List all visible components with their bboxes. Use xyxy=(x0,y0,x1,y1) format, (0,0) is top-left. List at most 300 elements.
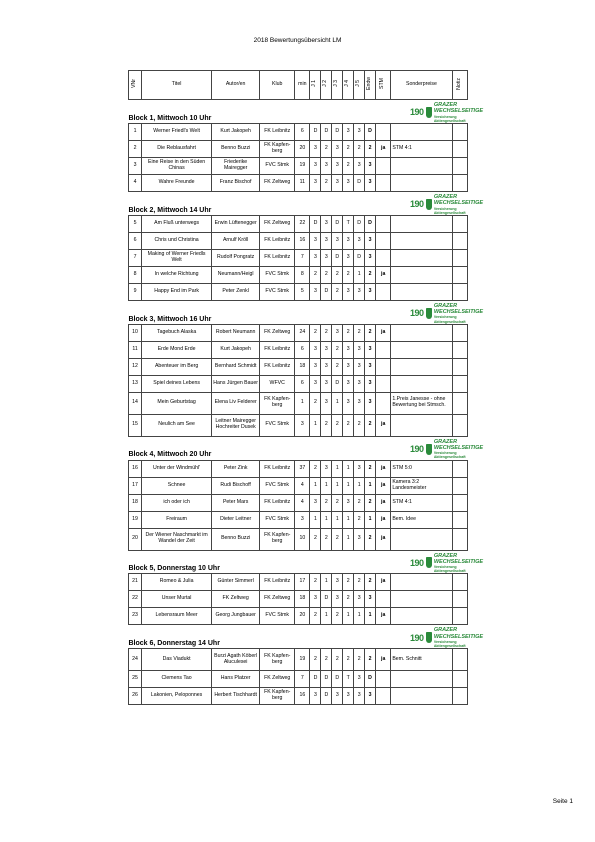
table-row xyxy=(129,528,468,550)
final-score: 1 xyxy=(365,511,376,528)
author-cell: Elena Liv Felderer xyxy=(212,392,260,414)
judge-score-4: 1 xyxy=(343,477,354,494)
title-cell: Mein Geburtstag xyxy=(142,392,212,414)
judge-score-3: 1 xyxy=(332,511,343,528)
judge-score-3: D xyxy=(332,215,343,232)
minutes-cell: 5 xyxy=(295,283,310,300)
stm-cell xyxy=(376,671,391,688)
judge-score-2: D xyxy=(321,688,332,705)
stm-cell: ja xyxy=(376,414,391,436)
notiz-cell xyxy=(452,123,467,140)
final-score: 1 xyxy=(365,608,376,625)
title-cell: Der Wiener Naschmarkt im Wandel der Zeit xyxy=(142,528,212,550)
club-cell: FK Kapfen-berg xyxy=(260,140,295,157)
stm-cell xyxy=(376,157,391,174)
judge-score-5: 3 xyxy=(354,671,365,688)
notiz-cell xyxy=(452,375,467,392)
table-row xyxy=(129,511,468,528)
judge-score-4: 3 xyxy=(343,249,354,266)
title-cell: Lebensraum Meer xyxy=(142,608,212,625)
judge-score-3: 3 xyxy=(332,232,343,249)
final-score: D xyxy=(365,123,376,140)
author-cell: Georg Jungbauer xyxy=(212,608,260,625)
table-row xyxy=(129,608,468,625)
sponsor-logo-group xyxy=(410,102,486,123)
judge-score-3: 2 xyxy=(332,283,343,300)
stm-cell xyxy=(376,123,391,140)
col-klub: Klub xyxy=(260,71,295,100)
minutes-cell: 6 xyxy=(295,123,310,140)
title-cell: Am Fluß unterwegs xyxy=(142,215,212,232)
vnr-cell: 4 xyxy=(129,174,142,191)
sponsor-tagline: Versicherung Aktiengesellschaft xyxy=(433,451,466,460)
judge-score-1: 3 xyxy=(310,494,321,511)
club-cell: FK Leibnitz xyxy=(260,494,295,511)
club-cell: FVC Stmk xyxy=(260,266,295,283)
sponsor-name: GRAZER WECHSELSEITIGE xyxy=(433,102,484,115)
final-score: 3 xyxy=(365,174,376,191)
special-prize-cell xyxy=(391,414,452,436)
notiz-cell xyxy=(452,140,467,157)
judge-score-4: 3 xyxy=(343,341,354,358)
final-score: 3 xyxy=(365,688,376,705)
special-prize-cell: STM 5:0 xyxy=(391,460,452,477)
judge-score-4: 3 xyxy=(343,494,354,511)
judge-score-3: 2 xyxy=(332,266,343,283)
final-score: 2 xyxy=(365,324,376,341)
author-cell: Leitner Mairegger Hochreiter Dusek xyxy=(212,414,260,436)
title-cell: Das Viadukt xyxy=(142,649,212,671)
judge-score-4: 1 xyxy=(343,608,354,625)
judge-score-4: 2 xyxy=(343,157,354,174)
notiz-cell xyxy=(452,358,467,375)
judge-score-1: 1 xyxy=(310,477,321,494)
judge-score-4: 3 xyxy=(343,283,354,300)
minutes-cell: 22 xyxy=(295,215,310,232)
final-score: 1 xyxy=(365,477,376,494)
vnr-cell: 2 xyxy=(129,140,142,157)
sponsor-tagline: Versicherung Aktiengesellschaft xyxy=(433,114,466,123)
table-row xyxy=(129,324,468,341)
shield-icon xyxy=(426,444,432,455)
special-prize-cell xyxy=(391,266,452,283)
vnr-cell: 25 xyxy=(129,671,142,688)
special-prize-cell xyxy=(391,358,452,375)
notiz-cell xyxy=(452,608,467,625)
judge-score-5: 3 xyxy=(354,375,365,392)
judge-score-1: 1 xyxy=(310,511,321,528)
judge-score-2: 2 xyxy=(321,649,332,671)
stm-cell: ja xyxy=(376,140,391,157)
stm-cell xyxy=(376,249,391,266)
vnr-cell: 11 xyxy=(129,341,142,358)
author-cell: Robert Neumann xyxy=(212,324,260,341)
judge-score-2: D xyxy=(321,591,332,608)
minutes-cell: 11 xyxy=(295,174,310,191)
minutes-cell: 18 xyxy=(295,591,310,608)
vnr-cell: 21 xyxy=(129,574,142,591)
special-prize-cell xyxy=(391,157,452,174)
block-header xyxy=(129,300,468,324)
judge-score-4: T xyxy=(343,671,354,688)
col-j3: J 3 xyxy=(332,71,343,100)
judge-score-1: 2 xyxy=(310,528,321,550)
final-score: 2 xyxy=(365,574,376,591)
notiz-cell xyxy=(452,494,467,511)
judge-score-3: 2 xyxy=(332,358,343,375)
club-cell: FVC Stmk xyxy=(260,283,295,300)
special-prize-cell xyxy=(391,574,452,591)
sponsor-number: 190 xyxy=(409,443,424,454)
sponsor-logo xyxy=(310,550,484,574)
judge-score-4: 2 xyxy=(343,574,354,591)
col-j4: J 4 xyxy=(343,71,354,100)
judge-score-4: 3 xyxy=(343,174,354,191)
vnr-cell: 10 xyxy=(129,324,142,341)
col-autoren: Autor/en xyxy=(212,71,260,100)
sponsor-name: GRAZER WECHSELSEITIGE xyxy=(433,193,484,207)
special-prize-cell: Bem. Schnitt xyxy=(391,649,452,671)
vnr-cell: 1 xyxy=(129,123,142,140)
col-j2: J 2 xyxy=(321,71,332,100)
block-title: Block 3, Mittwoch 16 Uhr xyxy=(128,315,212,323)
minutes-cell: 19 xyxy=(295,157,310,174)
judge-score-4: 1 xyxy=(343,460,354,477)
special-prize-cell xyxy=(391,341,452,358)
col-endw: Endw xyxy=(365,71,376,100)
table-row xyxy=(129,232,468,249)
table-row xyxy=(129,649,468,671)
minutes-cell: 7 xyxy=(295,249,310,266)
author-cell: Benno Buzzi xyxy=(212,528,260,550)
title-cell: Lakonien, Peloponnes xyxy=(142,688,212,705)
table-row xyxy=(129,341,468,358)
author-cell: Kurt Jakopeh xyxy=(212,341,260,358)
col-vnr: VNr xyxy=(129,71,142,100)
title-cell: Making of Werner Friedls Welt xyxy=(142,249,212,266)
special-prize-cell xyxy=(391,528,452,550)
stm-cell xyxy=(376,392,391,414)
judge-score-2: 1 xyxy=(321,511,332,528)
final-score: 3 xyxy=(365,157,376,174)
vnr-cell: 6 xyxy=(129,232,142,249)
author-cell: Erwin Lüftenegger xyxy=(212,215,260,232)
judge-score-3: D xyxy=(332,123,343,140)
vnr-cell: 16 xyxy=(129,460,142,477)
vnr-cell: 14 xyxy=(129,392,142,414)
vnr-cell: 13 xyxy=(129,375,142,392)
table-row xyxy=(129,215,468,232)
table-row xyxy=(129,591,468,608)
sponsor-name: GRAZER WECHSELSEITIGE xyxy=(433,627,484,640)
block-header xyxy=(129,625,468,649)
notiz-cell xyxy=(452,591,467,608)
judge-score-2: 2 xyxy=(321,414,332,436)
stm-cell xyxy=(376,358,391,375)
club-cell: FVC Stmk xyxy=(260,608,295,625)
vnr-cell: 22 xyxy=(129,591,142,608)
author-cell: Dieter Leitner xyxy=(212,511,260,528)
notiz-cell xyxy=(452,392,467,414)
author-cell: Benno Buzzi xyxy=(212,140,260,157)
final-score: 2 xyxy=(365,649,376,671)
special-prize-cell xyxy=(391,215,452,232)
vnr-cell: 15 xyxy=(129,414,142,436)
judge-score-5: D xyxy=(354,215,365,232)
stm-cell xyxy=(376,283,391,300)
judge-score-1: 2 xyxy=(310,574,321,591)
notiz-cell xyxy=(452,341,467,358)
club-cell: FK Leibnitz xyxy=(260,249,295,266)
author-cell: Kurt Jakopeh xyxy=(212,123,260,140)
judge-score-5: 3 xyxy=(354,460,365,477)
judge-score-5: 3 xyxy=(354,591,365,608)
judge-score-2: 3 xyxy=(321,341,332,358)
author-cell: FK Zeltweg xyxy=(212,591,260,608)
vnr-cell: 24 xyxy=(129,649,142,671)
final-score: 2 xyxy=(365,528,376,550)
judge-score-2: D xyxy=(321,123,332,140)
club-cell: FK Zeltweg xyxy=(260,324,295,341)
special-prize-cell xyxy=(391,174,452,191)
judge-score-2: 3 xyxy=(321,157,332,174)
title-cell: Schnee xyxy=(142,477,212,494)
club-cell: FK Leibnitz xyxy=(260,232,295,249)
block-title: Block 5, Donnerstag 10 Uhr xyxy=(128,565,220,573)
author-cell: Friederike Mairegger xyxy=(212,157,260,174)
judge-score-5: 2 xyxy=(354,494,365,511)
final-score: 3 xyxy=(365,591,376,608)
author-cell: Arnulf Kröll xyxy=(212,232,260,249)
document-title: 2018 Bewertungsübersicht LM xyxy=(253,37,342,44)
author-cell: Franz Bischof xyxy=(212,174,260,191)
title-cell: Die Reblausfahrt xyxy=(142,140,212,157)
block-title: Block 2, Mittwoch 14 Uhr xyxy=(128,206,212,214)
table-row xyxy=(129,392,468,414)
notiz-cell xyxy=(452,477,467,494)
judge-score-4: 3 xyxy=(343,392,354,414)
stm-cell xyxy=(376,232,391,249)
judge-score-3: 1 xyxy=(332,460,343,477)
shield-icon xyxy=(426,632,432,643)
notiz-cell xyxy=(452,266,467,283)
special-prize-cell: STM 4:1 xyxy=(391,494,452,511)
club-cell: FK Leibnitz xyxy=(260,341,295,358)
judge-score-5: 2 xyxy=(354,649,365,671)
notiz-cell xyxy=(452,460,467,477)
sponsor-tagline: Versicherung Aktiengesellschaft xyxy=(433,206,466,215)
minutes-cell: 20 xyxy=(295,140,310,157)
club-cell: FK Zeltweg xyxy=(260,591,295,608)
block-title: Block 4, Mittwoch 20 Uhr xyxy=(128,451,212,459)
minutes-cell: 10 xyxy=(295,528,310,550)
judge-score-1: D xyxy=(310,215,321,232)
author-cell: Rudolf Pongratz xyxy=(212,249,260,266)
title-cell: Spiel deines Lebens xyxy=(142,375,212,392)
title-cell: Clemens Tao xyxy=(142,671,212,688)
notiz-cell xyxy=(452,324,467,341)
sponsor-number: 190 xyxy=(409,557,424,568)
judge-score-1: 2 xyxy=(310,324,321,341)
title-cell: Abenteuer im Berg xyxy=(142,358,212,375)
judge-score-5: 3 xyxy=(354,392,365,414)
table-row xyxy=(129,414,468,436)
minutes-cell: 7 xyxy=(295,671,310,688)
table-row xyxy=(129,494,468,511)
vnr-cell: 17 xyxy=(129,477,142,494)
minutes-cell: 6 xyxy=(295,341,310,358)
special-prize-cell: Bem. Idee xyxy=(391,511,452,528)
table-row xyxy=(129,123,468,140)
block-header xyxy=(129,191,468,215)
author-cell: Hans Jürgen Bauer xyxy=(212,375,260,392)
judge-score-5: 2 xyxy=(354,140,365,157)
judge-score-3: D xyxy=(332,671,343,688)
block-title: Block 6, Donnerstag 14 Uhr xyxy=(128,640,220,648)
notiz-cell xyxy=(452,283,467,300)
author-cell: Günter Simmerl xyxy=(212,574,260,591)
judge-score-3: 3 xyxy=(332,688,343,705)
club-cell: FK Kapfen-berg xyxy=(260,688,295,705)
judge-score-2: 2 xyxy=(321,174,332,191)
judge-score-5: 1 xyxy=(354,477,365,494)
judge-score-2: D xyxy=(321,671,332,688)
block-header xyxy=(129,436,468,460)
sponsor-tagline: Versicherung Aktiengesellschaft xyxy=(433,315,466,324)
minutes-cell: 19 xyxy=(295,649,310,671)
judge-score-3: 3 xyxy=(332,174,343,191)
judge-score-5: 1 xyxy=(354,266,365,283)
vnr-cell: 5 xyxy=(129,215,142,232)
title-cell: Romeo & Julia xyxy=(142,574,212,591)
author-cell: Bernhard Schmidt xyxy=(212,358,260,375)
final-score: 2 xyxy=(365,414,376,436)
final-score: D xyxy=(365,671,376,688)
title-cell: ich oder ich xyxy=(142,494,212,511)
final-score: 3 xyxy=(365,375,376,392)
special-prize-cell: Kamera 3:2 Landesmeister xyxy=(391,477,452,494)
judge-score-1: 2 xyxy=(310,649,321,671)
special-prize-cell xyxy=(391,375,452,392)
title-cell: In welche Richtung xyxy=(142,266,212,283)
judge-score-3: 2 xyxy=(332,608,343,625)
minutes-cell: 37 xyxy=(295,460,310,477)
sponsor-name: GRAZER WECHSELSEITIGE xyxy=(433,438,484,451)
judge-score-1: 3 xyxy=(310,358,321,375)
final-score: 3 xyxy=(365,392,376,414)
stm-cell: ja xyxy=(376,528,391,550)
rating-table xyxy=(128,70,484,705)
judge-score-2: 1 xyxy=(321,477,332,494)
notiz-cell xyxy=(452,414,467,436)
shield-icon xyxy=(426,308,432,319)
judge-score-1: 3 xyxy=(310,232,321,249)
club-cell: FK Leibnitz xyxy=(260,358,295,375)
final-score: 3 xyxy=(365,358,376,375)
stm-cell: ja xyxy=(376,494,391,511)
judge-score-3: 3 xyxy=(332,574,343,591)
judge-score-3: 2 xyxy=(332,528,343,550)
notiz-cell xyxy=(452,528,467,550)
club-cell: FVC Stmk xyxy=(260,414,295,436)
minutes-cell: 8 xyxy=(295,266,310,283)
final-score: 2 xyxy=(365,140,376,157)
judge-score-5: D xyxy=(354,249,365,266)
stm-cell: ja xyxy=(376,266,391,283)
vnr-cell: 23 xyxy=(129,608,142,625)
judge-score-1: 3 xyxy=(310,157,321,174)
special-prize-cell xyxy=(391,283,452,300)
special-prize-cell xyxy=(391,123,452,140)
judge-score-1: 3 xyxy=(310,249,321,266)
judge-score-4: 3 xyxy=(343,688,354,705)
col-j1: J 1 xyxy=(310,71,321,100)
vnr-cell: 8 xyxy=(129,266,142,283)
title-cell: Eine Reise in den Süden Chinas xyxy=(142,157,212,174)
judge-score-2: 1 xyxy=(321,574,332,591)
minutes-cell: 4 xyxy=(295,477,310,494)
judge-score-2: 3 xyxy=(321,375,332,392)
judge-score-1: 2 xyxy=(310,460,321,477)
stm-cell xyxy=(376,375,391,392)
title-cell: Freiraum xyxy=(142,511,212,528)
sponsor-logo-group xyxy=(410,627,486,648)
sponsor-number: 190 xyxy=(409,199,424,210)
stm-cell xyxy=(376,174,391,191)
judge-score-5: 3 xyxy=(354,283,365,300)
minutes-cell: 17 xyxy=(295,574,310,591)
judge-score-3: 3 xyxy=(332,324,343,341)
title-cell: Happy End im Park xyxy=(142,283,212,300)
block-header xyxy=(129,550,468,574)
title-cell: Neulich am See xyxy=(142,414,212,436)
special-prize-cell xyxy=(391,591,452,608)
minutes-cell: 3 xyxy=(295,414,310,436)
table-row xyxy=(129,266,468,283)
notiz-cell xyxy=(452,649,467,671)
minutes-cell: 16 xyxy=(295,232,310,249)
col-j5: J 5 xyxy=(354,71,365,100)
notiz-cell xyxy=(452,174,467,191)
special-prize-cell xyxy=(391,249,452,266)
notiz-cell xyxy=(452,249,467,266)
judge-score-4: 3 xyxy=(343,358,354,375)
judge-score-2: 3 xyxy=(321,460,332,477)
sponsor-logo xyxy=(310,436,484,460)
title-cell: Unter der Windmühl' xyxy=(142,460,212,477)
club-cell: FK Kapfen-berg xyxy=(260,649,295,671)
sponsor-logo-group xyxy=(410,194,486,215)
final-score: D xyxy=(365,215,376,232)
judge-score-2: 3 xyxy=(321,392,332,414)
title-cell: Tagebuch Alaska xyxy=(142,324,212,341)
club-cell: WFVC xyxy=(260,375,295,392)
judge-score-2: 2 xyxy=(321,324,332,341)
table-row xyxy=(129,460,468,477)
final-score: 3 xyxy=(365,249,376,266)
judge-score-1: 3 xyxy=(310,341,321,358)
vnr-cell: 7 xyxy=(129,249,142,266)
judge-score-5: 3 xyxy=(354,232,365,249)
vnr-cell: 9 xyxy=(129,283,142,300)
col-notiz: Notiz xyxy=(452,71,467,100)
judge-score-3: 3 xyxy=(332,157,343,174)
table-row xyxy=(129,358,468,375)
minutes-cell: 6 xyxy=(295,375,310,392)
club-cell: FVC Stmk xyxy=(260,157,295,174)
stm-cell xyxy=(376,591,391,608)
judge-score-1: 2 xyxy=(310,608,321,625)
